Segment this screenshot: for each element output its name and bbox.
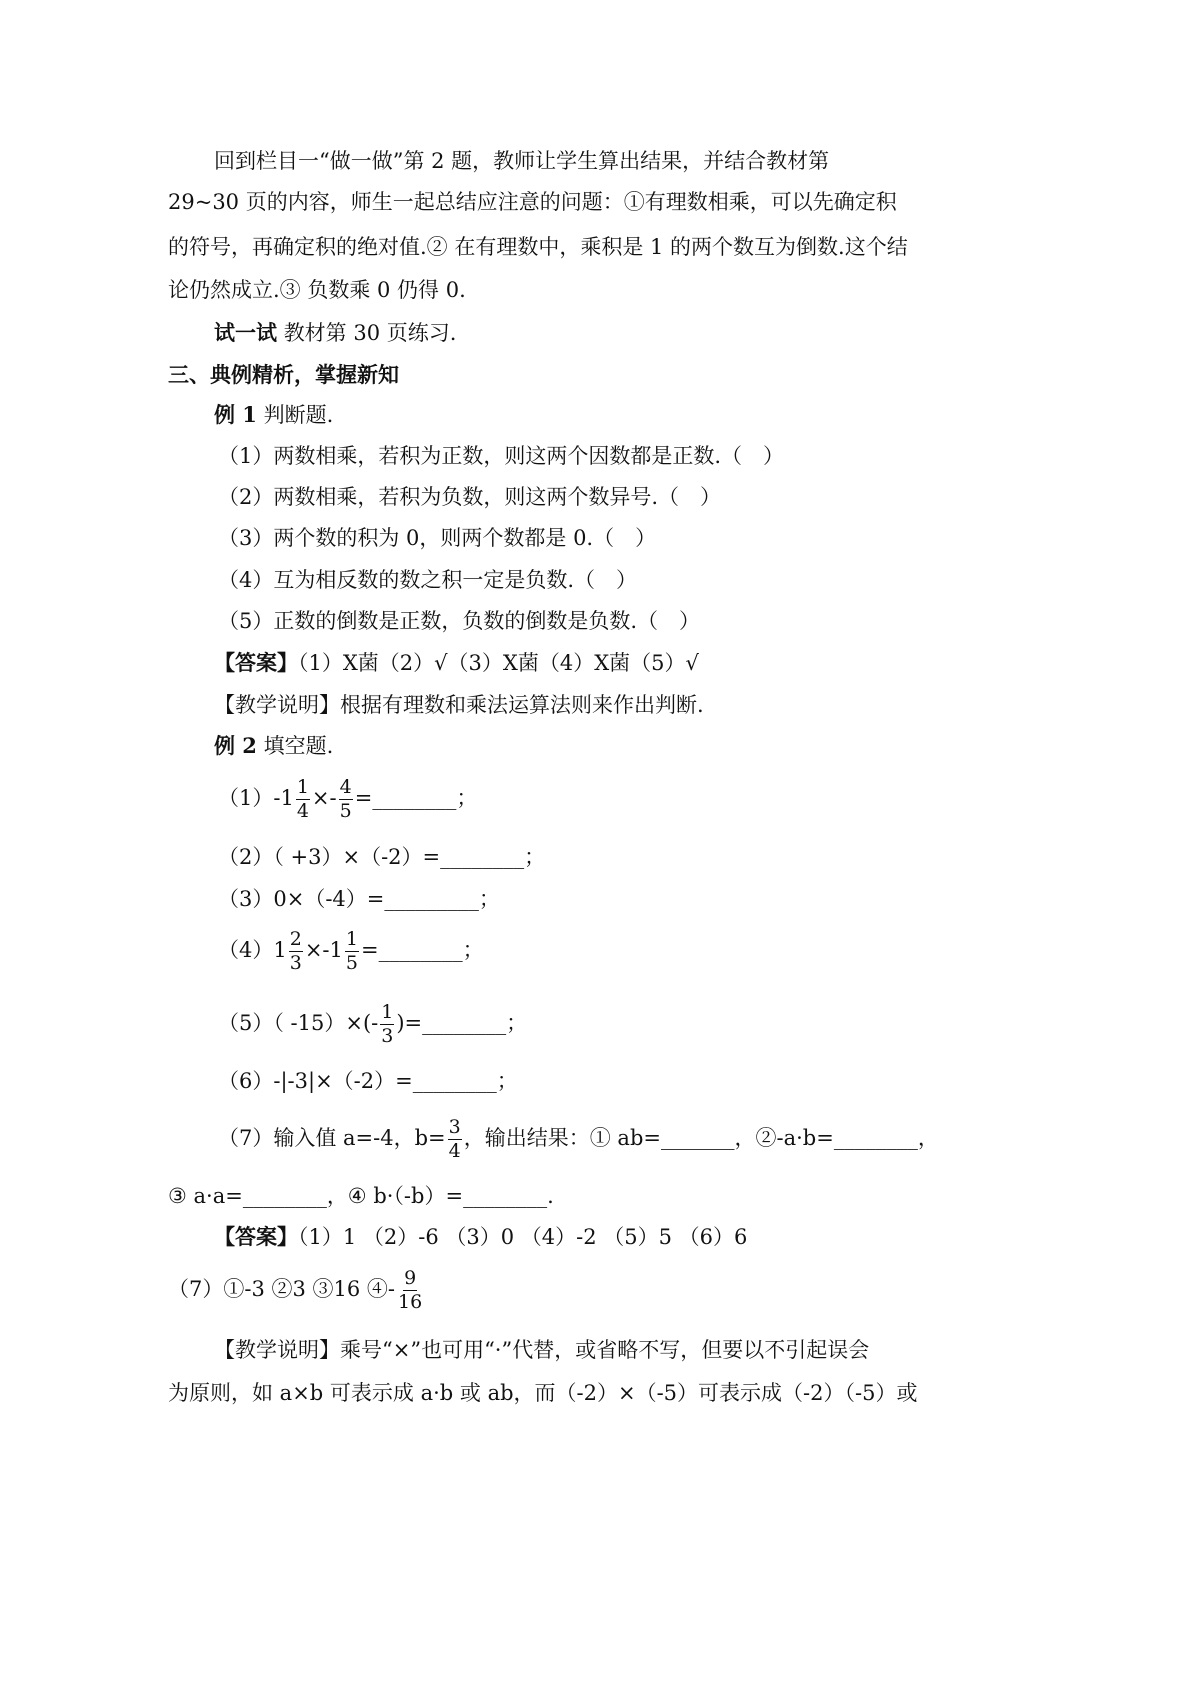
fill-blank-4 [218, 924, 484, 976]
operator-text: ×-1 [304, 938, 343, 962]
fraction-numerator: 3 [448, 1116, 461, 1138]
question-prefix: （1）-1 [218, 786, 294, 810]
example-1-text: 判断题. [263, 403, 334, 427]
operator-text: ×- [311, 786, 337, 810]
example-1-item: （4）互为相反数的数之积一定是负数.（ ） [218, 568, 638, 592]
fraction [345, 928, 359, 975]
example-2-teaching-note-line-1 [214, 1335, 869, 1365]
fill-blank-2: （2）（ +3）×（-2）=________； [218, 845, 546, 869]
answer-label: 【答案】 [214, 650, 298, 675]
intro-line-4: 论仍然成立.③ 负数乘 0 仍得 0. [168, 278, 466, 302]
example-1-item: （3）两个数的积为 0，则两个数都是 0.（ ） [218, 526, 657, 550]
fill-blank-7-continued: ③ a·a=________，④ b·（-b）=________. [168, 1184, 554, 1208]
example-2-text: 填空题. [263, 734, 334, 758]
fraction [448, 1116, 462, 1163]
answer-text: （1）1 （2）-6 （3）0 （4）-2 （5）5 （6）6 [298, 1225, 748, 1249]
answer-label: 【答案】 [214, 1224, 298, 1249]
answer-blank: ，输出结果：① ab=_______，②-a·b=________， [463, 1126, 939, 1150]
example-1-answer [214, 648, 699, 678]
fraction-numerator: 1 [296, 776, 309, 798]
fraction-numerator: 4 [339, 776, 352, 798]
example-2-answer [214, 1222, 747, 1252]
fraction-numerator: 2 [289, 928, 302, 950]
fraction-numerator: 1 [345, 928, 358, 950]
intro-line-1: 回到栏目一“做一做”第 2 题，教师让学生算出结果，并结合教材第 [214, 149, 830, 173]
answer-blank: =________； [360, 938, 484, 962]
fill-blank-3: （3）0×（-4）=_________； [218, 887, 500, 911]
fraction [296, 776, 310, 823]
fill-blank-1 [218, 772, 477, 824]
fill-blank-5 [218, 997, 527, 1049]
answer-blank: =________； [354, 786, 478, 810]
fraction-denominator: 3 [289, 952, 302, 974]
example-1-item: （1）两数相乘，若积为正数，则这两个因数都是正数.（ ） [218, 444, 785, 468]
answer-text: （7）①-3 ②3 ③16 ④- [168, 1277, 396, 1301]
example-1-teaching-note [214, 690, 704, 720]
fraction [289, 928, 303, 975]
example-1-item: （2）两数相乘，若积为负数，则这两个数异号.（ ） [218, 485, 722, 509]
answer-text: （1）X菌（2）√（3）X菌（4）X菌（5）√ [298, 651, 699, 675]
example-2-answer-7 [168, 1262, 425, 1316]
question-prefix: （4）1 [218, 938, 287, 962]
try-text: 教材第 30 页练习. [283, 321, 457, 345]
fraction-denominator: 16 [398, 1291, 423, 1313]
fill-blank-6: （6）-|-3|×（-2）=________； [218, 1069, 518, 1093]
teaching-note-text: 根据有理数和乘法运算法则来作出判断. [340, 693, 704, 717]
example-1-label: 例 1 [214, 402, 257, 427]
example-1-heading [214, 400, 333, 430]
try-paragraph [214, 318, 456, 348]
section-3-title: 三、典例精析，掌握新知 [168, 362, 399, 387]
fraction-numerator: 1 [381, 1001, 394, 1023]
intro-line-3: 的符号，再确定积的绝对值.② 在有理数中，乘积是 1 的两个数互为倒数.这个结 [168, 235, 908, 259]
fraction-denominator: 3 [381, 1025, 394, 1047]
answer-blank: )=________； [396, 1011, 528, 1035]
fill-blank-7 [218, 1112, 939, 1164]
fraction-denominator: 5 [345, 952, 358, 974]
example-2-label: 例 2 [214, 733, 257, 758]
teaching-note-text: 乘号“×”也可用“·”代替，或省略不写，但要以不引起误会 [340, 1338, 870, 1362]
question-prefix: （5）（ -15）×(- [218, 1011, 379, 1035]
intro-line-2: 29~30 页的内容，师生一起总结应注意的问题：①有理数相乘，可以先确定积 [168, 190, 897, 214]
example-1-item: （5）正数的倒数是正数，负数的倒数是负数.（ ） [218, 609, 701, 633]
teaching-note-label: 【教学说明】 [214, 693, 340, 717]
fraction [339, 776, 353, 823]
example-2-heading [214, 731, 333, 761]
question-prefix: （7）输入值 a=-4，b= [218, 1126, 446, 1150]
example-2-teaching-note-line-2: 为原则，如 a×b 可表示成 a·b 或 ab，而（-2）×（-5）可表示成（-2）（-5）或 [168, 1381, 918, 1405]
fraction-denominator: 5 [339, 800, 352, 822]
fraction-denominator: 4 [448, 1140, 461, 1162]
fraction [397, 1267, 423, 1314]
fraction-numerator: 9 [404, 1267, 417, 1289]
try-label: 试一试 [214, 320, 277, 345]
teaching-note-label: 【教学说明】 [214, 1338, 340, 1362]
fraction-denominator: 4 [296, 800, 309, 822]
fraction [380, 1001, 394, 1048]
